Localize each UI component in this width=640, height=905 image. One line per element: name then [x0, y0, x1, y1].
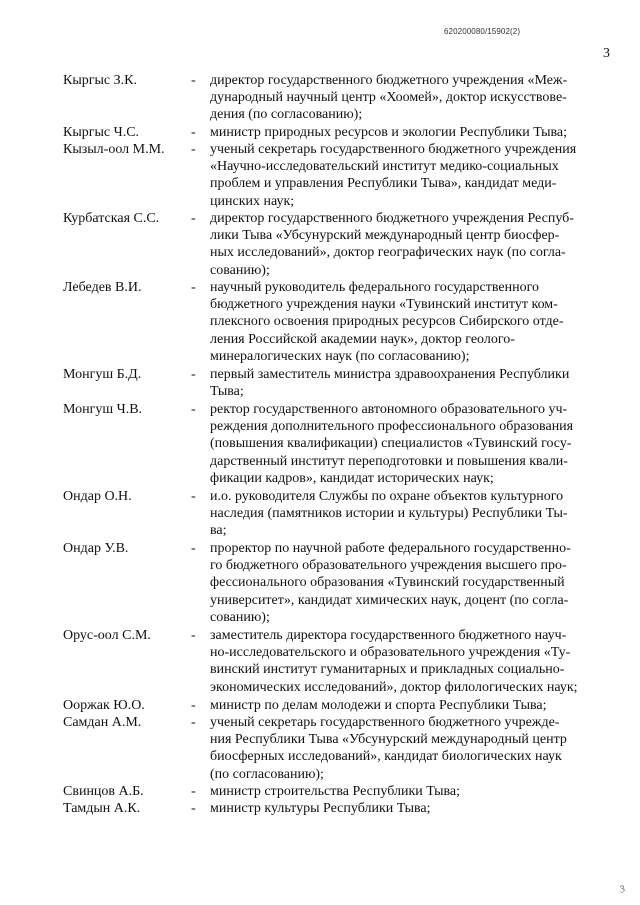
position-line: (по согласованию); [210, 766, 324, 782]
member-position [210, 783, 610, 800]
position-line: дения (по согласованию); [210, 107, 363, 123]
position-line: первый заместитель министра здравоохранения Республики [210, 367, 570, 382]
position-line: сованию); [210, 262, 270, 278]
position-line: ных исследований», доктор географических наук (по согла- [210, 245, 566, 261]
position-line: директор государственного бюджетного учреждения Респуб- [210, 211, 574, 226]
position-line: наследия (памятников истории и культуры) Республики Ты- [210, 506, 568, 522]
page-number: 3 [603, 46, 610, 61]
position-line: плексного освоения природных ресурсов Сибирского отде- [210, 314, 564, 330]
member-position [210, 800, 610, 817]
position-line: проблем и управления Республики Тыва», кандидат меди- [210, 176, 557, 192]
member-position [210, 124, 610, 141]
position-line: дарственный институт переподготовки и повышения квали- [210, 453, 568, 469]
member-position [210, 279, 610, 365]
position-line: ректор государственного автономного образовательного уч- [210, 402, 568, 417]
member-name: Монгуш Ч.В. [63, 402, 143, 417]
separator-dash: - [191, 367, 196, 382]
position-line: министр строительства Республики Тыва; [210, 784, 461, 799]
member-position [210, 697, 610, 714]
position-line: винский институт гуманитарных и прикладных социально- [210, 662, 565, 678]
position-line: ученый секретарь государственного бюджетного учрежде- [210, 715, 560, 730]
separator-dash: - [191, 784, 196, 799]
member-name: Ооржак Ю.О. [63, 698, 145, 713]
position-line: реждения дополнительного профессионального образования [210, 419, 574, 435]
separator-dash: - [191, 715, 196, 730]
separator-dash: - [191, 489, 196, 504]
position-line: заместитель директора государственного бюджетного науч- [210, 628, 567, 643]
position-line: цинских наук; [210, 193, 295, 209]
separator-dash: - [191, 125, 196, 140]
position-line: министр культуры Республики Тыва; [210, 801, 431, 816]
position-line: лики Тыва «Убсунурский международный центр биосфер- [210, 228, 560, 244]
position-line: экономических исследований», доктор филологических наук; [210, 679, 578, 695]
member-position [210, 488, 610, 540]
position-line: ления Российской академии наук», доктор геолого- [210, 331, 515, 347]
position-line: сованию); [210, 609, 270, 625]
position-line: бюджетного учреждения науки «Тувинский институт ком- [210, 297, 558, 313]
member-name: Орус-оол С.М. [63, 628, 151, 643]
position-line: минералогических наук (по согласованию); [210, 348, 470, 364]
member-position [210, 714, 610, 783]
separator-dash: - [191, 628, 196, 643]
member-position [210, 366, 610, 400]
separator-dash: - [191, 402, 196, 417]
separator-dash: - [191, 541, 196, 556]
position-line: ния Республики Тыва «Убсунурский международный центр [210, 732, 567, 748]
position-line: ученый секретарь государственного бюджетного учреждения [210, 142, 577, 157]
member-position [210, 627, 610, 696]
member-position [210, 401, 610, 487]
separator-dash: - [191, 211, 196, 226]
position-line: научный руководитель федерального государственного [210, 280, 539, 295]
position-line: и.о. руководителя Службы по охране объектов культурного [210, 489, 564, 504]
position-line: министр по делам молодежи и спорта Республики Тыва; [210, 698, 547, 713]
member-name: Кызыл-оол М.М. [63, 142, 165, 157]
member-name: Кыргыс З.К. [63, 73, 137, 88]
position-line: фикации кадров», кандидат исторических наук; [210, 470, 494, 486]
position-line: Тыва; [210, 384, 244, 400]
separator-dash: - [191, 801, 196, 816]
separator-dash: - [191, 698, 196, 713]
member-name: Самдан А.М. [63, 715, 142, 730]
position-line: министр природных ресурсов и экологии Республики Тыва; [210, 125, 567, 140]
member-name: Монгуш Б.Д. [63, 367, 142, 382]
member-name: Ондар У.В. [63, 541, 129, 556]
position-line: но-исследовательского и образовательного учреждения «Ту- [210, 645, 571, 661]
corner-handwritten-mark: 3 [618, 883, 627, 896]
position-line: университет», кандидат химических наук, доцент (по согла- [210, 592, 569, 608]
separator-dash: - [191, 142, 196, 157]
separator-dash: - [191, 280, 196, 295]
position-line: дународный научный центр «Хоомей», доктор искусствове- [210, 90, 567, 106]
member-name: Ондар О.Н. [63, 489, 132, 504]
member-name: Тамдын А.К. [63, 801, 141, 816]
member-name: Лебедев В.И. [63, 280, 142, 295]
member-position [210, 72, 610, 124]
position-line: го бюджетного образовательного учреждения высшего про- [210, 558, 567, 574]
position-line: директор государственного бюджетного учреждения «Меж- [210, 73, 568, 88]
position-line: проректор по научной работе федерального государственно- [210, 541, 571, 556]
member-position [210, 540, 610, 626]
member-name: Кыргыс Ч.С. [63, 125, 140, 140]
member-name: Курбатская С.С. [63, 211, 160, 226]
member-position [210, 141, 610, 210]
position-line: «Научно-исследовательский институт медико-социальных [210, 159, 559, 175]
position-line: фессионального образования «Тувинский государственный [210, 575, 565, 591]
member-position [210, 210, 610, 279]
position-line: биосферных исследований», кандидат биологических наук [210, 749, 562, 765]
position-line: (повышения квалификации) специалистов «Тувинский госу- [210, 436, 572, 452]
separator-dash: - [191, 73, 196, 88]
position-line: ва; [210, 523, 227, 539]
document-code: 620200080/15902(2) [444, 27, 521, 36]
member-name: Свинцов А.Б. [63, 784, 144, 799]
